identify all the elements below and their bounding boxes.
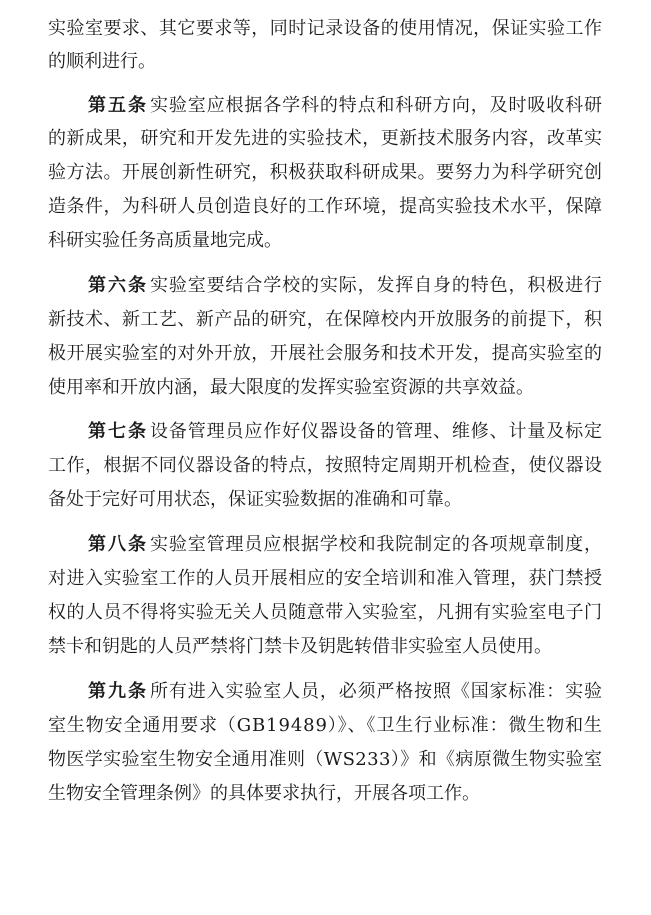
article-art9-line-2-text: 室生物安全通用要求（GB19489）》、《卫生行业标准：微生物和生 bbox=[48, 715, 603, 736]
article-art6-line-1 bbox=[0, 271, 651, 301]
article-art5-line-4 bbox=[0, 192, 651, 222]
article-art8-line-2-text: 对进入实验室工作的人员开展相应的安全培训和准入管理，获门禁授 bbox=[48, 568, 603, 589]
article-intro-line-1-text: 实验室要求、其它要求等，同时记录设备的使用情况，保证实验工作 bbox=[48, 18, 603, 39]
article-art6-line-2 bbox=[0, 305, 651, 335]
article-art5-line-1-text: 实验室应根据各学科的特点和科研方向，及时吸收科研 bbox=[150, 95, 603, 116]
article-heading: 第八条 bbox=[88, 534, 148, 555]
article-art6-line-2-text: 新技术、新工艺、新产品的研究，在保障校内开放服务的前提下，积 bbox=[48, 309, 603, 330]
article-art5-line-1 bbox=[0, 91, 651, 121]
article-art7-line-1 bbox=[0, 417, 651, 447]
article-art9-line-4-text: 生物安全管理条例》的具体要求执行，开展各项工作。 bbox=[48, 783, 480, 804]
article-art9-line-2 bbox=[0, 711, 651, 741]
article-art6-line-3-text: 极开展实验室的对外开放，开展社会服务和技术开发，提高实验室的 bbox=[48, 343, 603, 364]
article-art5-line-2-text: 的新成果，研究和开发先进的实验技术，更新技术服务内容，改革实 bbox=[48, 128, 603, 149]
article-art5-line-2 bbox=[0, 124, 651, 154]
article-art8-line-4 bbox=[0, 632, 651, 662]
article-art8-line-3 bbox=[0, 598, 651, 628]
article-intro-line-1 bbox=[0, 14, 651, 44]
article-art9-line-1 bbox=[0, 677, 651, 707]
article-art5-line-5-text: 科研实验任务高质量地完成。 bbox=[48, 230, 282, 251]
article-art8-line-3-text: 权的人员不得将实验无关人员随意带入实验室，凡拥有实验室电子门 bbox=[48, 602, 603, 623]
article-art5-line-4-text: 造条件，为科研人员创造良好的工作环境，提高实验技术水平，保障 bbox=[48, 196, 603, 217]
article-intro-line-2 bbox=[0, 47, 651, 77]
article-heading: 第五条 bbox=[88, 95, 148, 116]
article-art6-line-3 bbox=[0, 339, 651, 369]
article-art9-line-4 bbox=[0, 779, 651, 809]
article-art6-line-4 bbox=[0, 373, 651, 403]
article-art8-line-4-text: 禁卡和钥匙的人员严禁将门禁卡及钥匙转借非实验室人员使用。 bbox=[48, 636, 552, 657]
article-heading: 第七条 bbox=[88, 421, 148, 442]
article-art7-line-3 bbox=[0, 485, 651, 515]
article-art8-line-1 bbox=[0, 530, 651, 560]
article-art6-line-4-text: 使用率和开放内涵，最大限度的发挥实验室资源的共享效益。 bbox=[48, 377, 534, 398]
article-art8-line-1-text: 实验室管理员应根据学校和我院制定的各项规章制度， bbox=[150, 534, 603, 555]
article-intro-line-2-text: 的顺利进行。 bbox=[48, 51, 156, 72]
article-art5-line-5 bbox=[0, 226, 651, 256]
article-art9-line-1-text: 所有进入实验室人员，必须严格按照《国家标准：实验 bbox=[150, 681, 603, 702]
article-art5-line-3 bbox=[0, 158, 651, 188]
article-heading: 第九条 bbox=[88, 681, 148, 702]
article-art7-line-2-text: 工作，根据不同仪器设备的特点，按照特定周期开机检查，使仪器设 bbox=[48, 455, 603, 476]
article-art7-line-2 bbox=[0, 451, 651, 481]
article-art5-line-3-text: 验方法。开展创新性研究，积极获取科研成果。要努力为科学研究创 bbox=[48, 162, 603, 183]
article-art9-line-3-text: 物医学实验室生物安全通用准则（WS233）》和《病原微生物实验室 bbox=[48, 749, 603, 770]
article-art8-line-2 bbox=[0, 564, 651, 594]
article-art7-line-1-text: 设备管理员应作好仪器设备的管理、维修、计量及标定 bbox=[150, 421, 603, 442]
article-art7-line-3-text: 备处于完好可用状态，保证实验数据的准确和可靠。 bbox=[48, 489, 462, 510]
article-heading: 第六条 bbox=[88, 275, 148, 296]
article-art9-line-3 bbox=[0, 745, 651, 775]
article-art6-line-1-text: 实验室要结合学校的实际，发挥自身的特色，积极进行 bbox=[150, 275, 603, 296]
